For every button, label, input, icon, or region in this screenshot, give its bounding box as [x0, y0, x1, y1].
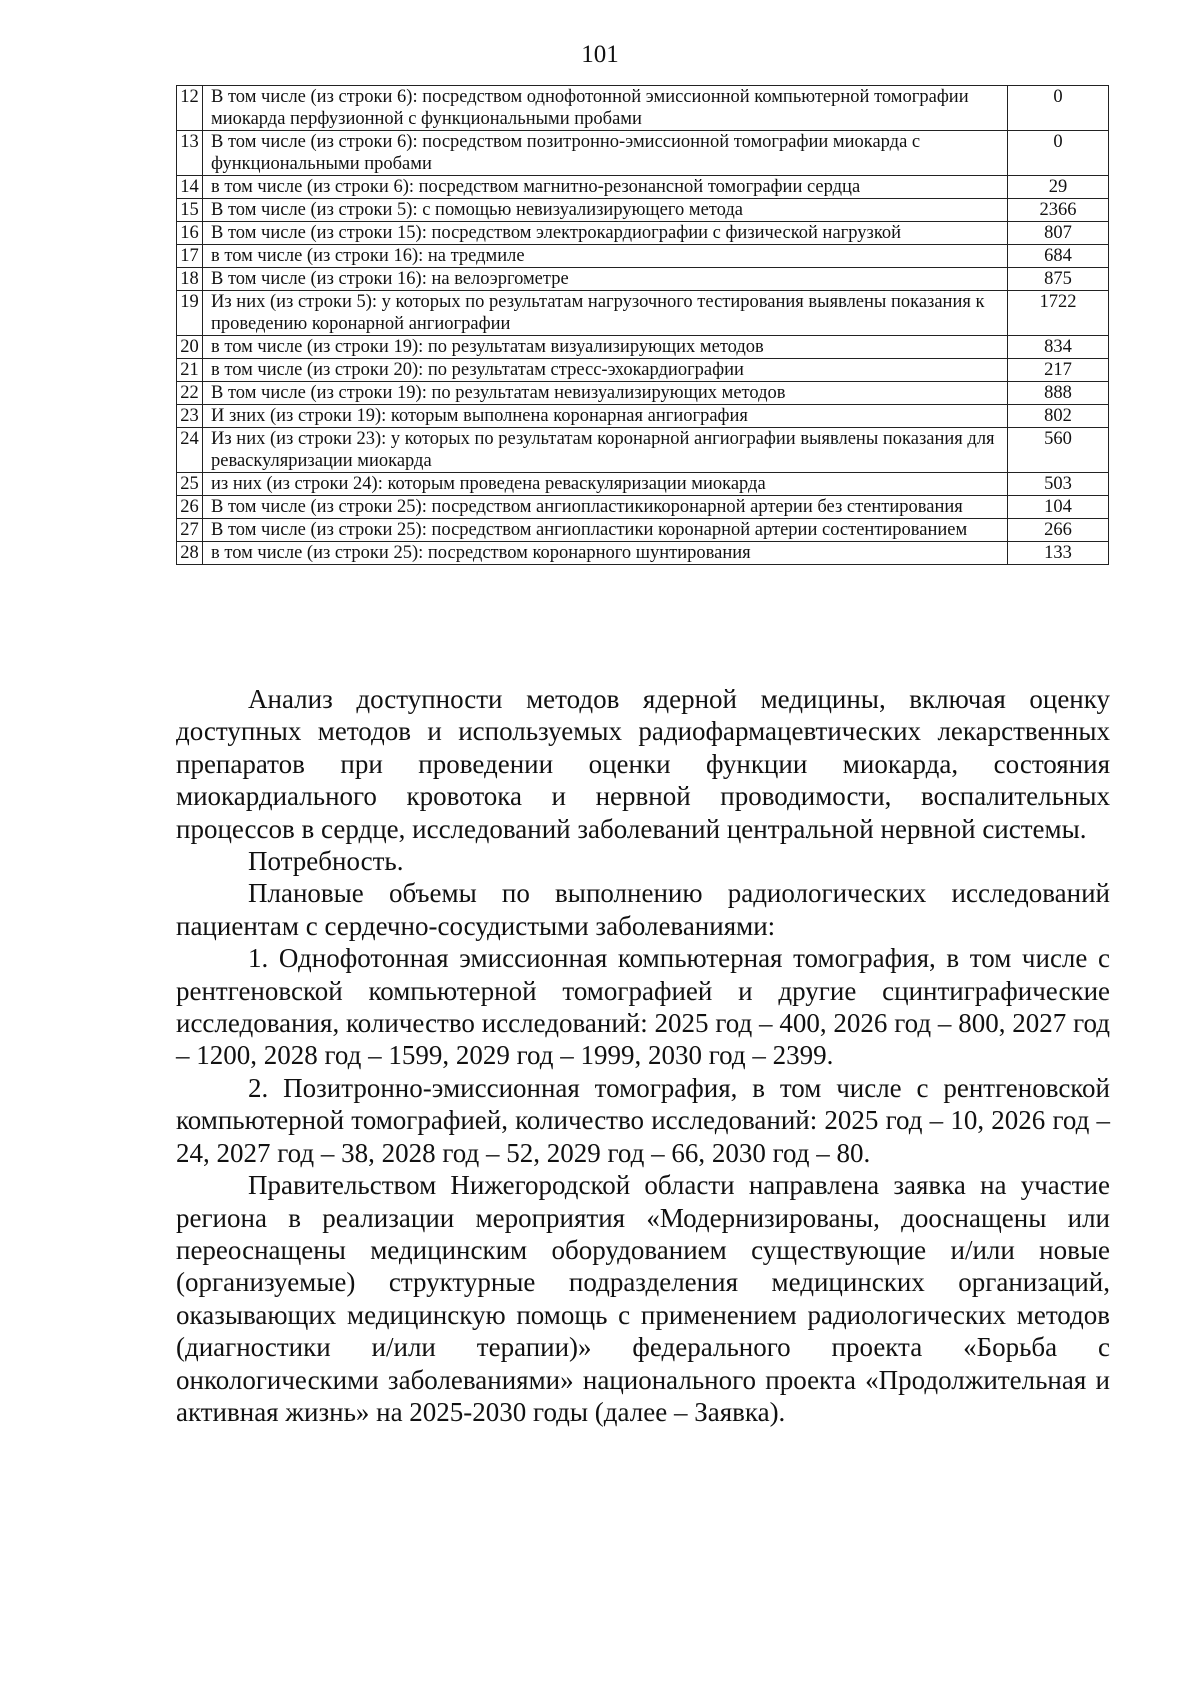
row-value: 29: [1008, 176, 1109, 199]
table-row: [177, 359, 1109, 382]
table-row: [177, 86, 1109, 131]
table-row: [177, 245, 1109, 268]
row-number: 25: [177, 473, 203, 496]
row-number: 24: [177, 428, 203, 473]
table-row: [177, 428, 1109, 473]
row-description: И зних (из строки 19): которым выполнена коронарная ангиография: [203, 405, 1008, 428]
row-description: В том числе (из строки 6): посредством позитронно-эмиссионной томографии миокарда с функциональными пробами: [203, 131, 1008, 176]
row-description: в том числе (из строки 16): на тредмиле: [203, 245, 1008, 268]
row-value: 104: [1008, 496, 1109, 519]
row-value: 0: [1008, 131, 1109, 176]
row-number: 13: [177, 131, 203, 176]
row-number: 26: [177, 496, 203, 519]
paragraph-planned-volumes: Плановые объемы по выполнению радиологических исследований пациентам с сердечно-сосудистыми заболеваниями:: [176, 878, 1110, 941]
row-value: 807: [1008, 222, 1109, 245]
row-value: 217: [1008, 359, 1109, 382]
row-description: В том числе (из строки 16): на велоэргометре: [203, 268, 1008, 291]
paragraph-pet-plan: 2. Позитронно-эмиссионная томография, в том числе с рентгеновской компьютерной томографией, количество исследований: 2025 год – 10, 2026 год – 24, 2027 год – 38, 2028 год – 52, 2029 год – 66, 2030 год – 80.: [176, 1072, 1110, 1168]
row-description: В том числе (из строки 25): посредством ангиопластики коронарной артерии состентированием: [203, 519, 1008, 542]
paragraph-spect-plan: 1. Однофотонная эмиссионная компьютерная томография, в том числе с рентгеновской компьютерной томографией и другие сцинтиграфические исследования, количество исследований: 2025 год – 400, 2026 год – 800, 2027 год – 1200, 2028 год – 1599, 2029 год – 1999, 2030 год – 2399.: [176, 943, 1110, 1071]
row-number: 27: [177, 519, 203, 542]
page-number: 101: [581, 41, 619, 68]
row-description: в том числе (из строки 20): по результатам стресс-эхокардиографии: [203, 359, 1008, 382]
table-row: [177, 199, 1109, 222]
row-description: Из них (из строки 5): у которых по результатам нагрузочного тестирования выявлены показания к проведению коронарной ангиографии: [203, 291, 1008, 336]
row-value: 1722: [1008, 291, 1109, 336]
body-text: [176, 683, 1110, 1428]
table-row: [177, 131, 1109, 176]
row-value: 684: [1008, 245, 1109, 268]
table-row: [177, 291, 1109, 336]
row-number: 23: [177, 405, 203, 428]
row-description: из них (из строки 24): которым проведена реваскуляризации миокарда: [203, 473, 1008, 496]
row-value: 503: [1008, 473, 1109, 496]
row-description: в том числе (из строки 6): посредством магнитно-резонансной томографии сердца: [203, 176, 1008, 199]
statistics-table: [176, 85, 1109, 565]
table-row: [177, 222, 1109, 245]
row-description: В том числе (из строки 25): посредством ангиопластикикоронарной артерии без стентирования: [203, 496, 1008, 519]
paragraph-need-heading: Потребность.: [248, 846, 404, 877]
row-description: В том числе (из строки 15): посредством электрокардиографии с физической нагрузкой: [203, 222, 1008, 245]
row-value: 133: [1008, 542, 1109, 565]
row-value: 888: [1008, 382, 1109, 405]
row-number: 28: [177, 542, 203, 565]
row-value: 875: [1008, 268, 1109, 291]
table-row: [177, 268, 1109, 291]
table-row: [177, 176, 1109, 199]
row-description: В том числе (из строки 5): с помощью невизуализирующего метода: [203, 199, 1008, 222]
row-number: 21: [177, 359, 203, 382]
row-number: 12: [177, 86, 203, 131]
row-number: 16: [177, 222, 203, 245]
row-number: 22: [177, 382, 203, 405]
row-value: 560: [1008, 428, 1109, 473]
row-description: Из них (из строки 23): у которых по результатам коронарной ангиографии выявлены показания для реваскуляризации миокарда: [203, 428, 1008, 473]
row-number: 17: [177, 245, 203, 268]
row-number: 14: [177, 176, 203, 199]
table-row: [177, 496, 1109, 519]
table-row: [177, 336, 1109, 359]
table-row: [177, 382, 1109, 405]
paragraph-nuclear-medicine-analysis: Анализ доступности методов ядерной медицины, включая оценку доступных методов и используемых радиофармацевтических лекарственных препаратов при проведении оценки функции миокарда, состояния миокардиального кровотока и нервной проводимости, воспалительных процессов в сердце, исследований заболеваний центральной нервной системы.: [176, 684, 1110, 844]
row-value: 0: [1008, 86, 1109, 131]
row-value: 802: [1008, 405, 1109, 428]
paragraph-government-application: Правительством Нижегородской области направлена заявка на участие региона в реализации мероприятия «Модернизированы, дооснащены или переоснащены медицинским оборудованием существующие и/или новые (организуемые) структурные подразделения медицинских организаций, оказывающих медицинскую помощь с применением радиологических методов (диагностики и/или терапии)» федерального проекта «Борьба с онкологическими заболеваниями» национального проекта «Продолжительная и активная жизнь» на 2025-2030 годы (далее – Заявка).: [176, 1170, 1110, 1427]
row-description: В том числе (из строки 19): по результатам невизуализирующих методов: [203, 382, 1008, 405]
table-row: [177, 473, 1109, 496]
table-row: [177, 542, 1109, 565]
table-row: [177, 519, 1109, 542]
table-row: [177, 405, 1109, 428]
row-number: 18: [177, 268, 203, 291]
row-description: В том числе (из строки 6): посредством однофотонной эмиссионной компьютерной томографии миокарда перфузионной с функциональными пробами: [203, 86, 1008, 131]
row-value: 266: [1008, 519, 1109, 542]
row-number: 15: [177, 199, 203, 222]
row-value: 2366: [1008, 199, 1109, 222]
row-description: в том числе (из строки 19): по результатам визуализирующих методов: [203, 336, 1008, 359]
row-description: в том числе (из строки 25): посредством коронарного шунтирования: [203, 542, 1008, 565]
row-number: 20: [177, 336, 203, 359]
row-number: 19: [177, 291, 203, 336]
row-value: 834: [1008, 336, 1109, 359]
